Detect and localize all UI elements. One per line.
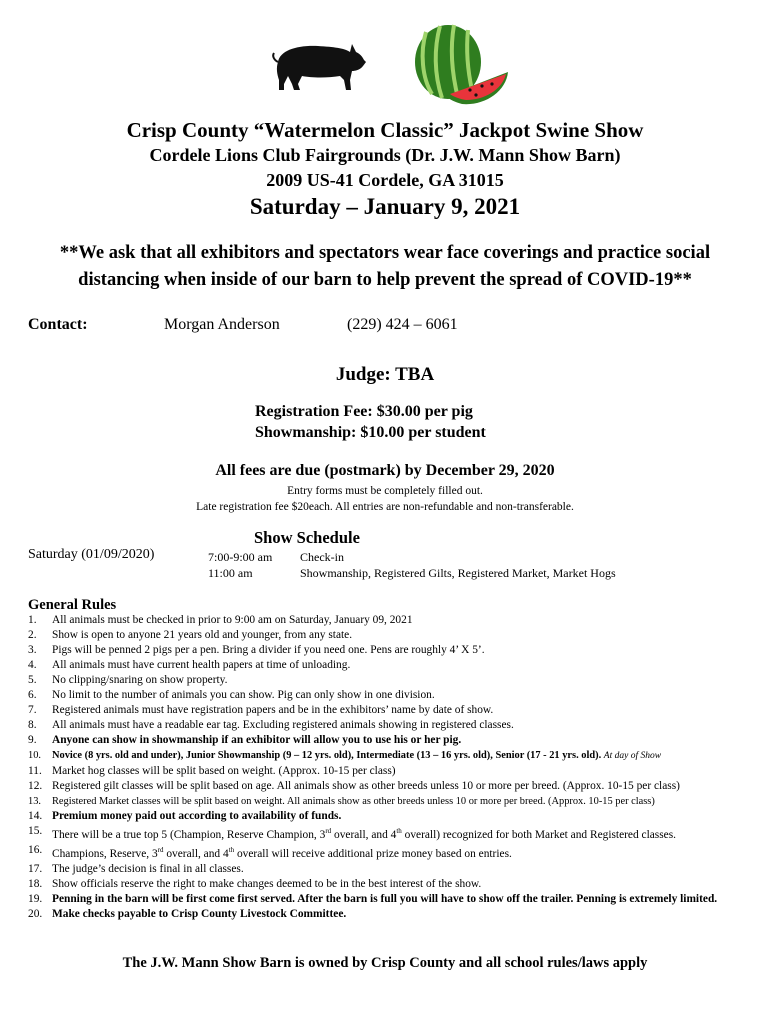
address: 2009 US-41 Cordele, GA 31015 [266, 170, 504, 190]
pig-icon [268, 40, 368, 94]
showmanship-fee: Showmanship: $10.00 per student [255, 424, 486, 441]
entry-notes [0, 483, 770, 515]
event-date: Saturday – January 9, 2021 [249, 194, 521, 219]
list-item: 5. No clipping/snaring on show property. [28, 674, 228, 686]
fees-block [255, 401, 486, 443]
contact-label: Contact: [28, 316, 88, 333]
list-item: 18. Show officials reserve the right to make changes deemed to be in the best interest of the show. [28, 877, 482, 890]
list-item: 7. Registered animals must have registration papers and be in the exhibitors’ name by date of show. [28, 704, 494, 716]
list-item: 2. Show is open to anyone 21 years old and younger, from any state. [28, 629, 353, 641]
judge: Judge: TBA [335, 364, 435, 385]
page-title: Crisp County “Watermelon Classic” Jackpot Swine Show [126, 118, 644, 142]
entry-note-1: Entry forms must be completely filled out. [287, 485, 483, 497]
list-item: 6. No limit to the number of animals you can show. Pig can only show in one division. [28, 689, 435, 701]
schedule-event: Showmanship, Registered Gilts, Registered Market, Market Hogs [300, 566, 616, 580]
venue: Cordele Lions Club Fairgrounds (Dr. J.W. Mann Show Barn) [149, 145, 621, 165]
schedule-time: 7:00-9:00 am [208, 550, 273, 564]
list-item: 20. Make checks payable to Crisp County Livestock Committee. [28, 907, 347, 920]
list-item: 3. Pigs will be penned 2 pigs per a pen. Bring a divider if you need one. Pens are roughly 4’ X 5’. [28, 644, 485, 656]
list-item: 14. Premium money paid out according to availability of funds. [28, 810, 342, 822]
list-item: 19. Penning in the barn will be first come first served. After the barn is full you will have to show off the trailer. Penning is extremely limited. [28, 892, 718, 905]
list-item: 15. There will be a true top 5 (Champion, Reserve Champion, 3rd overall, and 4th overall) recognized for both Market and Registered classes. [28, 825, 677, 841]
covid-notice: **We ask that all exhibitors and spectators wear face coverings and practice social distancing when inside of our barn to help prevent the spread of COVID-19** [59, 243, 711, 290]
schedule-title: Show Schedule [254, 528, 360, 547]
registration-fee: Registration Fee: $30.00 per pig [255, 403, 473, 420]
schedule-time: 11:00 am [208, 566, 253, 580]
list-item: 16. Champions, Reserve, 3rd overall, and 4th overall will receive additional prize money based on entries. [28, 843, 512, 860]
list-item: 8. All animals must have a readable ear tag. Excluding registered animals showing in registered classes. [28, 719, 514, 731]
list-item: 12. Registered gilt classes will be split based on age. All animals show as other breeds unless 10 or more per breed. (Approx. 10-15 per class) [28, 780, 680, 792]
watermelon-icon [410, 22, 510, 106]
list-item: 10. Novice (8 yrs. old and under), Junior Showmanship (9 – 12 yrs. old), Intermediate (13 – 16 yrs. old), Senior (17 - 21 yrs. old). At day of Show [28, 750, 662, 761]
contact-phone: (229) 424 – 6061 [347, 316, 458, 333]
list-item: 17. The judge’s decision is final in all classes. [28, 862, 244, 875]
list-item: 9. Anyone can show in showmanship if an exhibitor will allow you to use his or her pig. [28, 734, 462, 746]
schedule-day: Saturday (01/09/2020) [28, 547, 155, 562]
contact-name: Morgan Anderson [164, 316, 280, 333]
schedule-event: Check-in [300, 550, 344, 564]
rules-title: General Rules [28, 597, 117, 613]
list-item: 13. Registered Market classes will be split based on weight. All animals show as other breeds unless 10 or more per breed. (Approx. 10-15 per class) [28, 796, 655, 807]
list-item: 4. All animals must have current health papers at time of unloading. [28, 659, 351, 671]
fees-due: All fees are due (postmark) by December 29, 2020 [215, 462, 555, 479]
list-item: 1. All animals must be checked in prior to 9:00 am on Saturday, January 09, 2021 [28, 614, 413, 626]
rules-list [28, 613, 758, 922]
footer-note: The J.W. Mann Show Barn is owned by Crisp County and all school rules/laws apply [122, 955, 648, 971]
list-item: 11. Market hog classes will be split based on weight. (Approx. 10-15 per class) [28, 765, 396, 777]
entry-note-2: Late registration fee $20each. All entries are non-refundable and non-transferable. [196, 501, 574, 513]
